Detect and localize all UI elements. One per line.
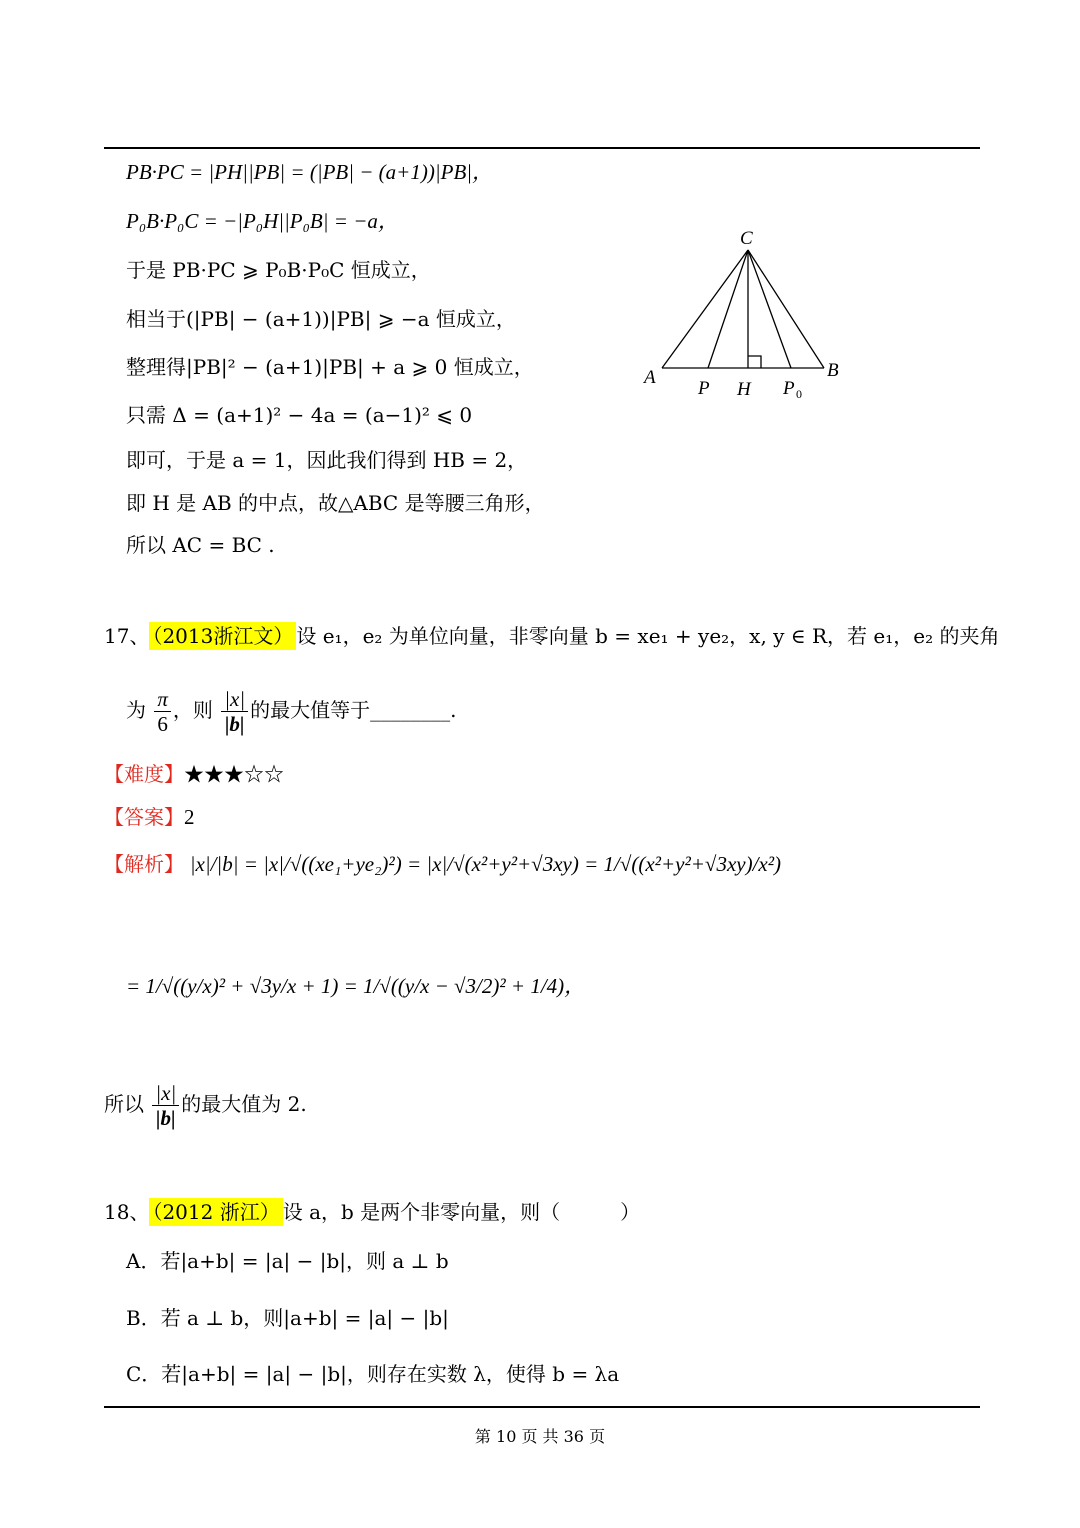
q18-source: （2012 浙江） bbox=[149, 1198, 282, 1226]
label-p: P bbox=[698, 378, 710, 399]
proof-line-3: 于是 PB·PC ⩾ P₀B·P₀C 恒成立， bbox=[126, 258, 431, 282]
difficulty-stars: ★★★☆☆ bbox=[184, 762, 284, 786]
proof-line-2: P₀B·P₀C = −|P₀H||P₀B| = −a， bbox=[126, 209, 399, 233]
triangle-figure bbox=[630, 220, 860, 410]
proof-line-4: 相当于(|PB| − (a+1))|PB| ⩾ −a 恒成立， bbox=[126, 307, 516, 331]
label-h: H bbox=[737, 379, 751, 400]
conclusion-fraction: $\frac{|x|}{|b|}$ bbox=[152, 1081, 179, 1130]
q17-conclusion: 所以 $\frac{|x|}{|b|}$ 的最大值为 2. bbox=[104, 1081, 307, 1130]
q17-stem-line bbox=[104, 622, 999, 650]
answer-value: 2 bbox=[184, 805, 195, 829]
label-c: C bbox=[740, 228, 753, 249]
segment-cp bbox=[708, 250, 748, 368]
answer-tag: 【答案】 bbox=[104, 805, 184, 829]
label-p0-sub: 0 bbox=[796, 387, 802, 401]
segment-cp0 bbox=[748, 250, 791, 368]
proof-line-7: 即可，于是 a = 1，因此我们得到 HB = 2， bbox=[126, 448, 528, 472]
q18-number: 18、 bbox=[104, 1200, 150, 1224]
q17-analysis-line-2 bbox=[126, 972, 585, 1002]
proof-line-6: 只需 Δ = (a+1)² − 4a = (a−1)² ⩽ 0 bbox=[126, 403, 473, 427]
side-ca bbox=[662, 250, 748, 368]
q17-answer bbox=[104, 803, 195, 831]
q18-stem-line bbox=[104, 1198, 640, 1226]
q18-option-c[interactable]: C．若|a+b| = |a| − |b|，则存在实数 λ，使得 b = λa bbox=[126, 1362, 620, 1386]
q17-number: 17、 bbox=[104, 624, 150, 648]
bottom-rule bbox=[104, 1406, 980, 1408]
analysis-tag: 【解析】 bbox=[104, 852, 184, 876]
proof-line-5: 整理得|PB|² − (a+1)|PB| + a ⩾ 0 恒成立， bbox=[126, 355, 534, 379]
label-p0: P bbox=[783, 378, 795, 399]
q18-stem: 设 a，b 是两个非零向量，则（ ） bbox=[282, 1200, 641, 1224]
proof-line-9: 所以 AC = BC . bbox=[126, 533, 275, 557]
q17-source: （2013浙江文） bbox=[149, 622, 296, 650]
x-over-b-fraction: $\frac{|x|}{|b|}$ bbox=[221, 687, 248, 736]
analysis-step-2: = 1/√((y/x)² + √3y/x + 1) = 1/√((y/x − √3/2)² + 1/4)， bbox=[126, 974, 586, 998]
pi-over-6-fraction: $\frac{\pi}{6}$ bbox=[154, 687, 171, 736]
q17-stem-line-2: 为 $\frac{\pi}{6}$ ，则 $\frac{|x|}{|b|}$ 的最大值等于________. bbox=[126, 687, 457, 736]
proof-line-1: PB·PC = |PH||PB| = (|PB| − (a+1))|PB|， bbox=[126, 160, 494, 184]
analysis-step-1: |x|/|b| = |x|/√((xe₁+ye₂)²) = |x|/√(x²+y²+√3xy) = 1/√((x²+y²+√3xy)/x²) bbox=[189, 852, 782, 876]
top-rule bbox=[104, 147, 980, 149]
q18-option-a[interactable]: A．若|a+b| = |a| − |b|，则 a ⊥ b bbox=[126, 1249, 449, 1273]
side-cb bbox=[748, 250, 824, 368]
page-footer: 第 10 页 共 36 页 bbox=[474, 1427, 606, 1446]
q17-analysis-line-1 bbox=[104, 850, 781, 880]
label-b: B bbox=[827, 360, 839, 381]
label-a: A bbox=[644, 367, 656, 388]
right-angle-mark bbox=[748, 356, 761, 368]
q17-stem: 设 e₁，e₂ 为单位向量，非零向量 b = xe₁ + ye₂，x, y ∈ R，若 e₁，e₂ 的夹角 bbox=[296, 624, 1000, 648]
proof-line-8: 即 H 是 AB 的中点，故△ABC 是等腰三角形， bbox=[126, 491, 545, 515]
q18-option-b[interactable]: B．若 a ⊥ b，则|a+b| = |a| − |b| bbox=[126, 1306, 449, 1330]
q17-difficulty bbox=[104, 760, 284, 788]
difficulty-tag: 【难度】 bbox=[104, 762, 184, 786]
